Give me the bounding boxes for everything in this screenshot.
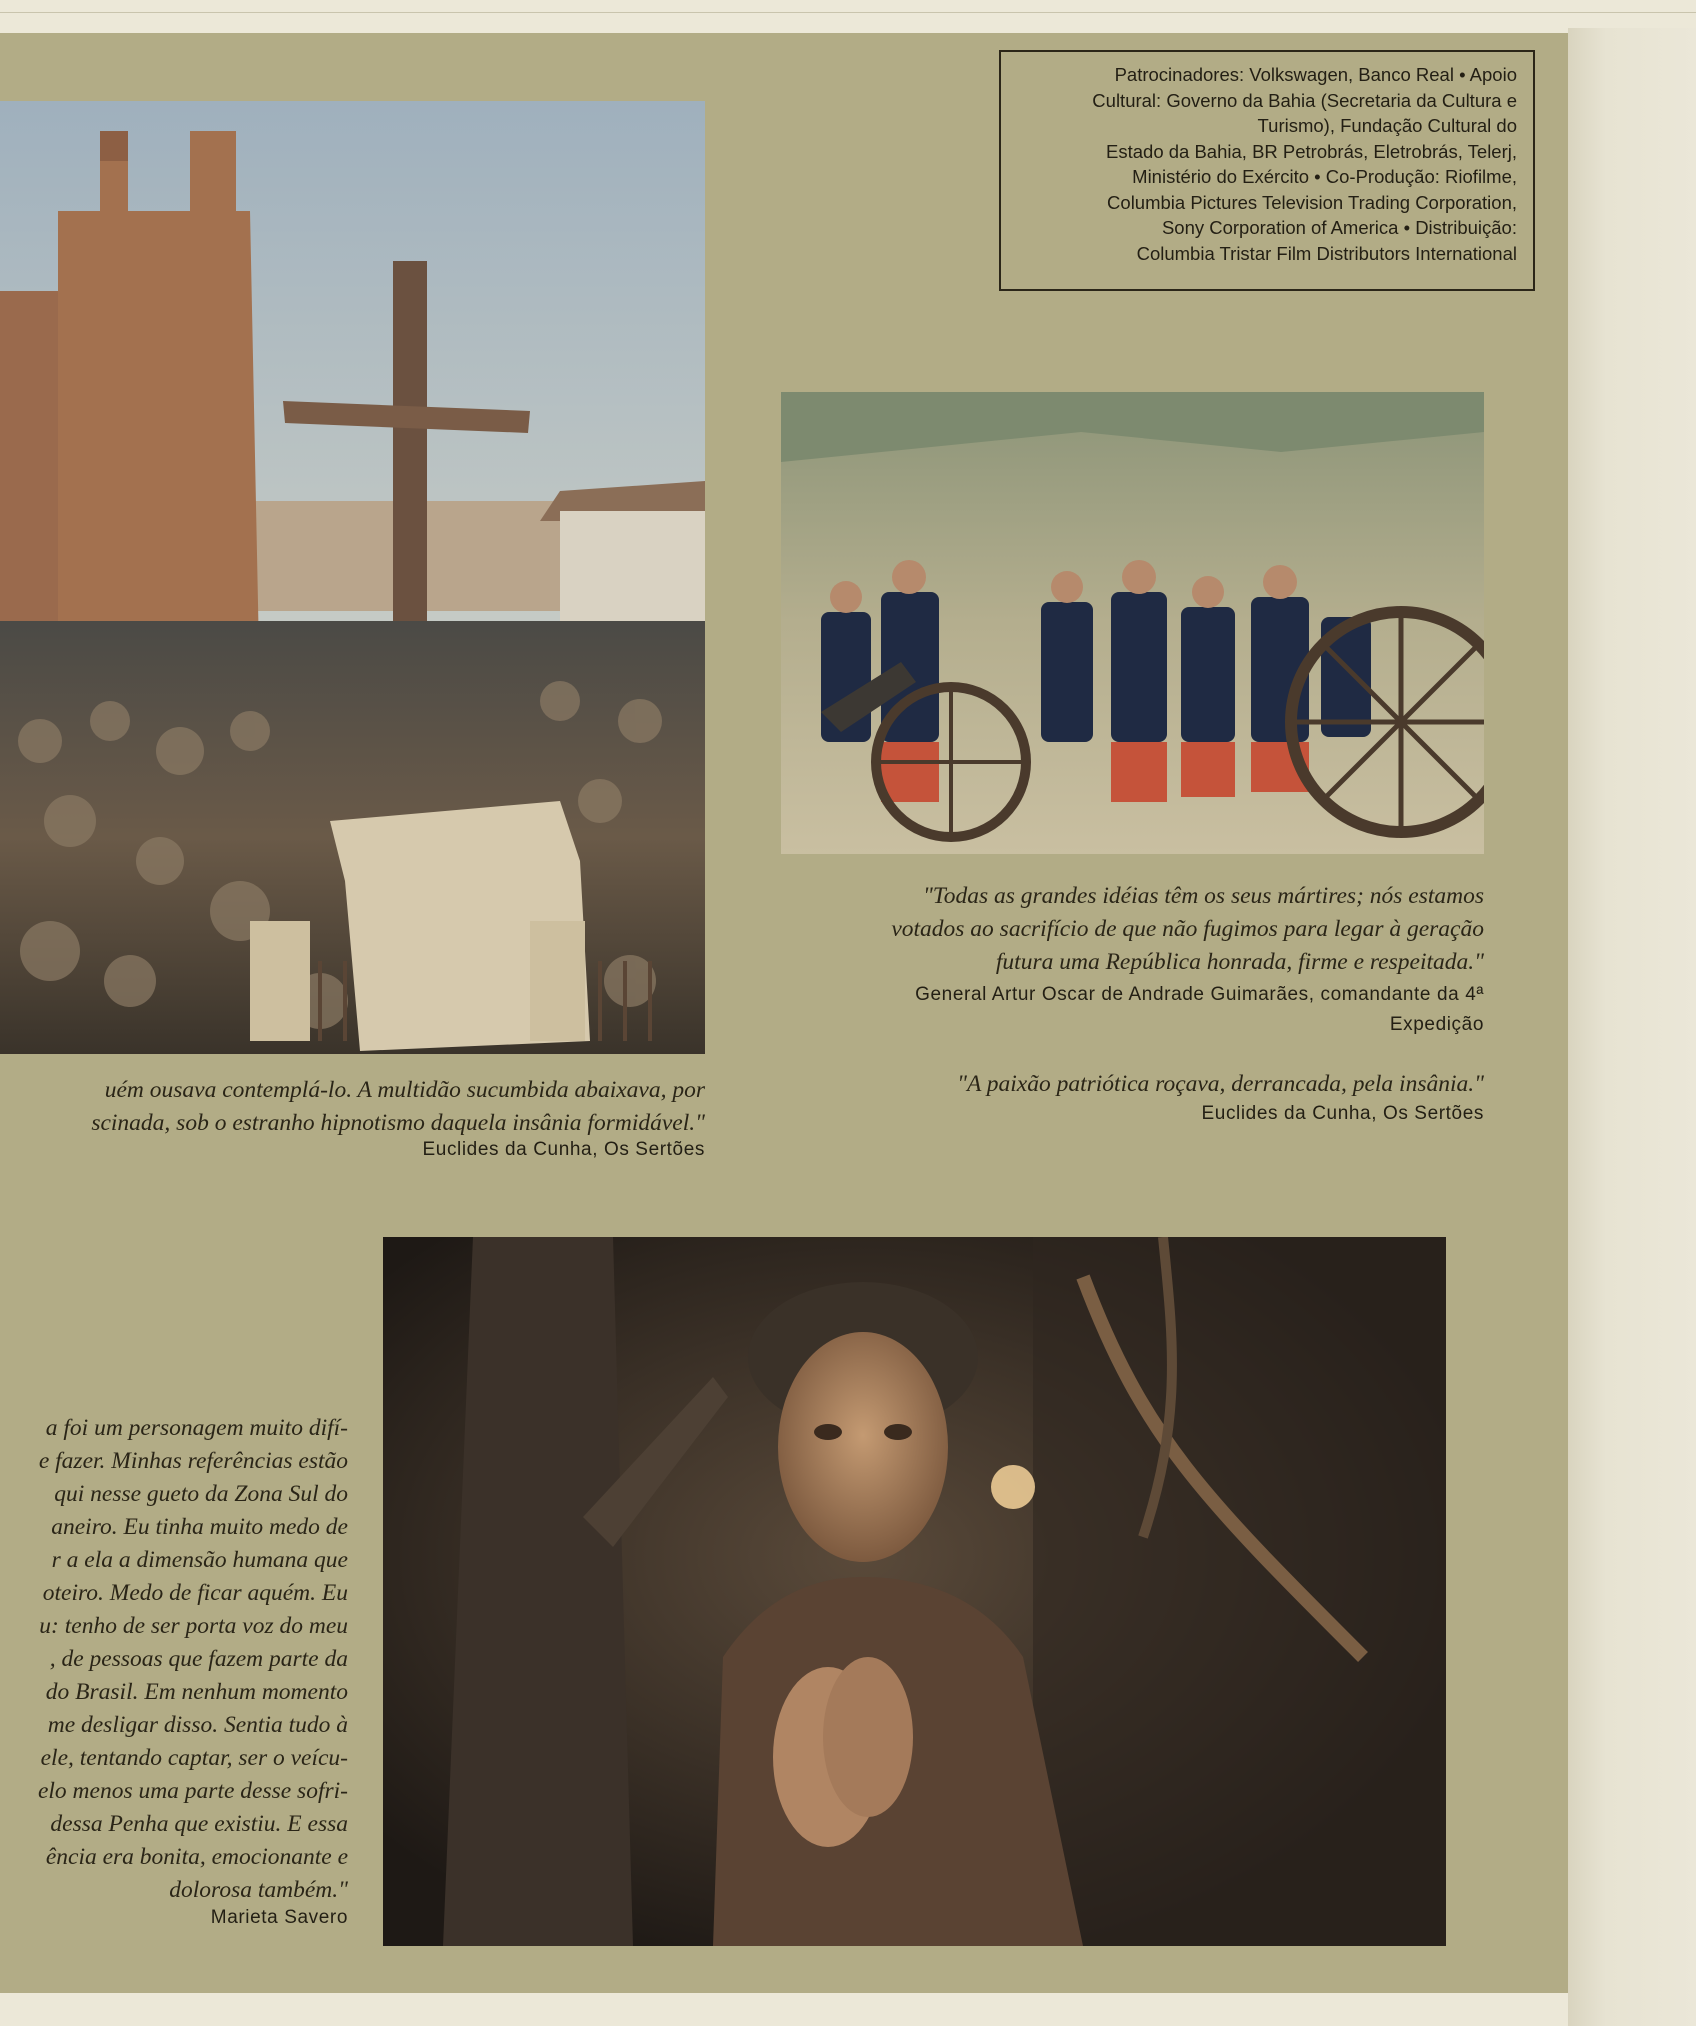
sponsors-line: Columbia Tristar Film Distributors International [1136, 242, 1517, 264]
soldiers-photo-credit [915, 980, 1484, 1040]
quote-line: qui nesse gueto da Zona Sul do [54, 1481, 348, 1507]
page-margin-strip [1568, 28, 1696, 2026]
photo-church-crowd [0, 101, 705, 1054]
patriotic-quote-credit: Euclides da Cunha, Os Sertões [1201, 1103, 1484, 1124]
credit-line: General Artur Oscar de Andrade Guimarães, comandante da 4ª [915, 984, 1484, 1005]
soldiers-photo-quote [891, 880, 1484, 979]
actress-quote-credit: Marieta Savero [210, 1907, 348, 1928]
sponsors-box [999, 50, 1535, 291]
quote-line: dessa Penha que existiu. E essa [50, 1811, 348, 1837]
quote-line: u: tenho de ser porta voz do meu [39, 1613, 348, 1639]
quote-line: r a ela a dimensão humana que [51, 1547, 348, 1573]
top-rule [0, 12, 1696, 13]
sponsors-line: Cultural: Governo da Bahia (Secretaria da Cultura e [1092, 89, 1517, 111]
sponsors-line: Ministério do Exército • Co-Produção: Riofilme, [1132, 166, 1517, 187]
quote-line: do Brasil. Em nenhum momento [45, 1679, 348, 1705]
quote-line: ele, tentando captar, ser o veícu- [40, 1745, 348, 1771]
quote-line: votados ao sacrifício de que não fugimos para legar à geração [891, 916, 1484, 942]
quote-line: e fazer. Minhas referências estão [38, 1448, 348, 1474]
church-photo-credit: Euclides da Cunha, Os Sertões [422, 1139, 705, 1160]
church-photo-quote [91, 1074, 705, 1140]
quote-line: dolorosa também." [169, 1877, 348, 1903]
photo-soldiers-cannons [781, 392, 1484, 854]
quote-line: , de pessoas que fazem parte da [49, 1646, 348, 1672]
quote-line: a foi um personagem muito difí- [45, 1415, 348, 1441]
sponsors-line: Columbia Pictures Television Trading Corporation, [1107, 191, 1517, 213]
quote-line: me desligar disso. Sentia tudo à [47, 1712, 348, 1738]
credit-line: Expedição [1389, 1014, 1484, 1035]
sponsors-line: Patrocinadores: Volkswagen, Banco Real • Apoio [1114, 64, 1517, 85]
sponsors-line: Estado da Bahia, BR Petrobrás, Eletrobrás, Telerj, [1106, 140, 1517, 162]
quote-line: oteiro. Medo de ficar aquém. Eu [42, 1580, 348, 1606]
quote-line: ência era bonita, emocionante e [45, 1844, 348, 1870]
photo-woman-portrait [383, 1237, 1446, 1946]
quote-line: futura uma República honrada, firme e respeitada." [995, 949, 1484, 975]
sponsors-line: Turismo), Fundação Cultural do [1257, 115, 1517, 136]
quote-line: elo menos uma parte desse sofri- [37, 1778, 348, 1804]
patriotic-quote: "A paixão patriótica roçava, derrancada, pela insânia." [957, 1071, 1484, 1097]
quote-line: scinada, sob o estranho hipnotismo daquela insânia formidável." [91, 1110, 705, 1136]
actress-quote [38, 1412, 348, 1907]
sponsors-line: Sony Corporation of America • Distribuição: [1161, 217, 1517, 238]
quote-line: aneiro. Eu tinha muito medo de [51, 1514, 348, 1540]
quote-line: "Todas as grandes idéias têm os seus mártires; nós estamos [922, 883, 1484, 909]
quote-line: uém ousava contemplá-lo. A multidão sucumbida abaixava, por [104, 1077, 705, 1103]
